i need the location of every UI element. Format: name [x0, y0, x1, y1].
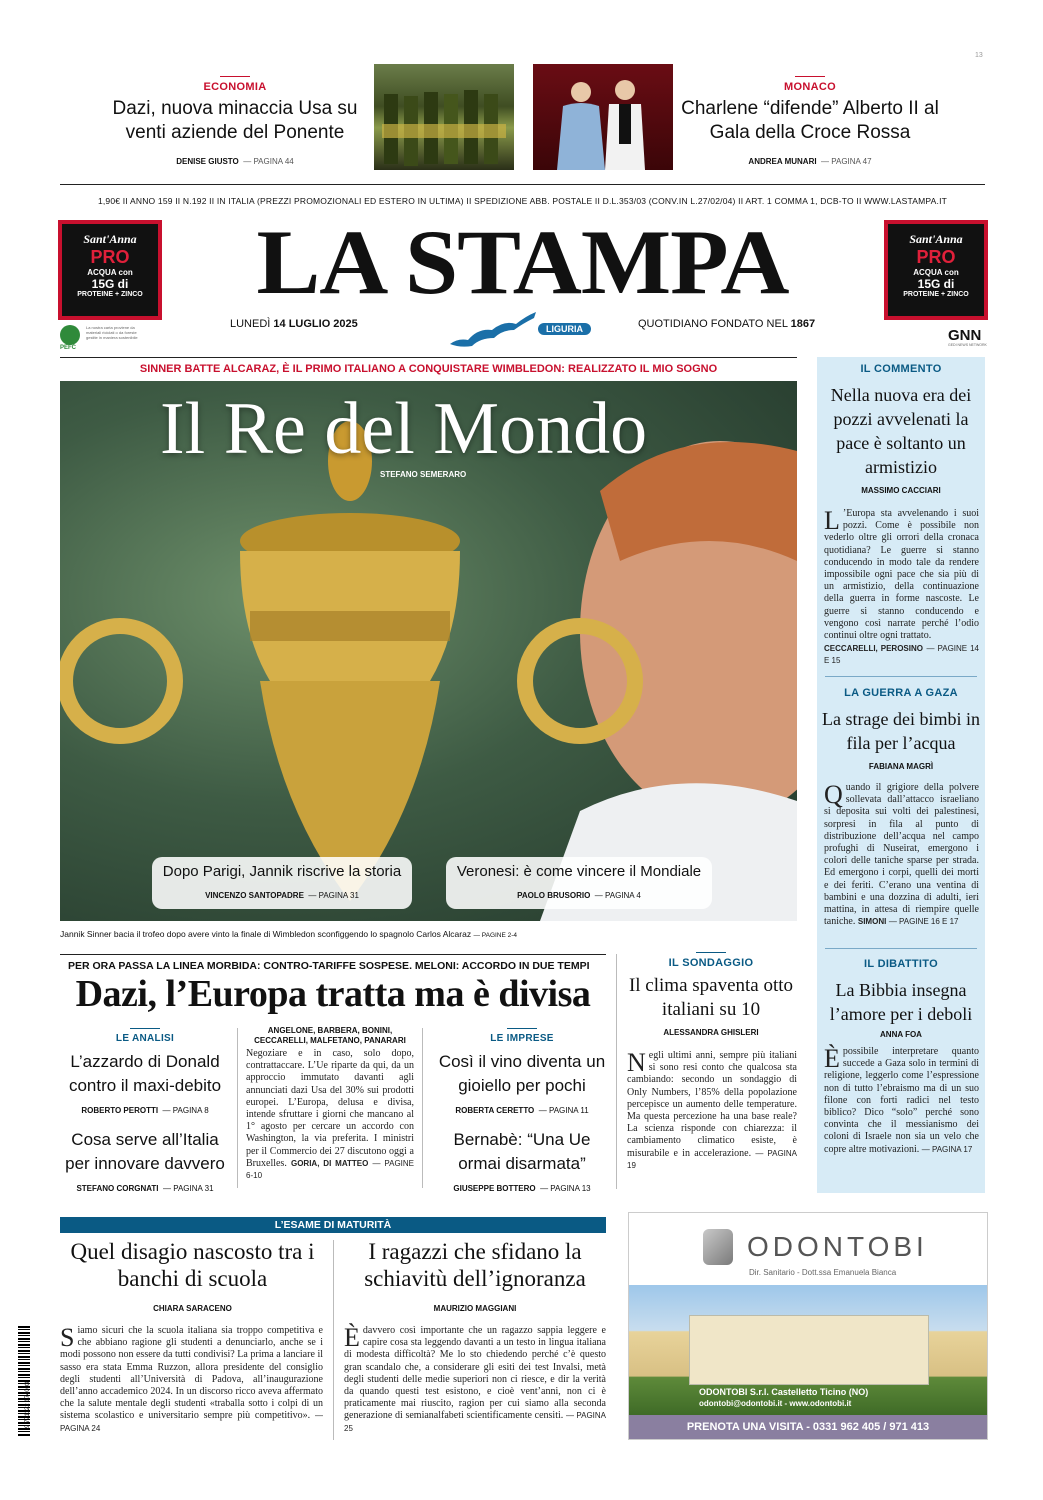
masthead-title[interactable]: LA STAMPA [256, 211, 789, 313]
dazi-page: — PAGINE 6-10 [246, 1158, 415, 1181]
ad-product: PRO [916, 247, 956, 267]
ad-line3: PROTEINE + ZINCO [903, 291, 969, 298]
teaser-page: — PAGINA 44 [243, 157, 294, 166]
sinner-photo [60, 381, 797, 921]
dazi-article[interactable] [246, 1026, 414, 1182]
sidebar-label: IL COMMENTO [860, 363, 942, 375]
maturita-byline: MAURIZIO MAGGIANI [433, 1304, 517, 1313]
maturita-left-text [60, 1325, 323, 1435]
imprese-label: LE IMPRESE [490, 1033, 554, 1044]
odontobi-cta[interactable]: PRENOTA UNA VISITA - 0331 962 405 / 971 413 [629, 1415, 987, 1439]
sidebar-headline: Nella nuova era dei pozzi avvelenati la pace è soltanto un armistizio [830, 385, 972, 477]
analisi-title: Cosa serve all’Italia per innovare davvero [65, 1130, 225, 1173]
lead-box-veronesi[interactable] [446, 857, 712, 909]
page: — PAGINA 25 [344, 1411, 606, 1433]
dropcap: È [824, 1044, 840, 1073]
founded-prefix: QUOTIDIANO FONDATO NEL [638, 318, 788, 330]
dropcap: S [60, 1323, 75, 1352]
sidebar-gaza[interactable] [817, 687, 985, 771]
odontobi-company: ODONTOBI S.r.l. Castelletto Ticino (NO) [699, 1387, 869, 1397]
building-shape [689, 1315, 929, 1385]
sidebar-byline: ANNA FOA [880, 1030, 922, 1039]
barcode-number: 9 771122 174003 [25, 1381, 31, 1428]
sidebar-dibattito[interactable] [817, 958, 985, 1039]
dazi-analisi[interactable] [60, 1028, 230, 1196]
dazi-authors: ANGELONE, BARBERA, BONINI, CECCARELLI, MALFETANO, PANARARI [254, 1026, 406, 1045]
box-title: Dopo Parigi, Jannik riscrive la storia [162, 863, 402, 880]
sidebar-headline: La Bibbia insegna l’amore per i deboli [829, 980, 973, 1024]
santanna-ad-right[interactable] [884, 220, 988, 320]
body: davvero così importante che un ragazzo sappia leggere e capire cosa sta leggendo davanti a un testo in lingua italiana di modesta difficoltà? Me lo sto chiedendo perché c’è questo gran scandalo che, a considerare gli esiti dei test Invalsi, metà degli studenti delle medie superiori non ci riesce, e dir la verità da quando questi test esistono, e cioè vent’anni, non ci è praticamente mai riuscito, ragion per cui siamo alla seconda generazione di semianalfabeti scientificamente censiti. [344, 1325, 606, 1422]
dazi-headline[interactable]: Dazi, l’Europa tratta ma è divisa [75, 973, 591, 1015]
sidebar-divider [825, 676, 977, 677]
teaser-monaco[interactable] [680, 76, 940, 169]
body: ’Europa sta avvelenando i suoi pozzi. Come è possibile non vederlo oltre gli orrori della cronaca quotidiana? Le guerre si stanno conducendo in modo tale da rendere impossibile ogni pace che sia più di un armistizio, della continuazione della guerra in forme nascoste. Le guerre si stanno conducendo e vengono così narrate perché l’odio continui oltre ogni trattato. [824, 508, 979, 642]
col-divider [616, 954, 617, 1189]
box-byline: PAOLO BRUSORIO [517, 891, 591, 900]
body: egli ultimi anni, sempre più italiani si sono resi conto che qualcosa sta cambiando: secondo un sondaggio di Only Numbers, l’85% della popolazione percepisce un aumento delle temperature. Ma questa percezione ha una base reale? La scienza risponde con chiarezza: il cambiamento climatico esiste, è misurabile e in accelerazione. [627, 1050, 797, 1159]
pefc-block [60, 325, 140, 353]
sidebar-byline: MASSIMO CACCIARI [861, 486, 941, 495]
founded-line [638, 318, 815, 330]
sidebar-divider [825, 948, 977, 949]
odontobi-contacts: odontobi@odontobi.it - www.odontobi.it [699, 1399, 852, 1408]
teaser-headline: Charlene “difende” Alberto II al Gala della Croce Rossa [681, 98, 939, 143]
dropcap: È [344, 1323, 360, 1352]
body: uando il grigiore della polvere sollevata dall’attacco israeliano si deposita sui volti dei palestinesi, sorpresi in fila al punto di distribuzione dell’acqua nel campo profughi di Nuseirat, emergono i colori delle taniche sparse per strada. Ed emergono i corpi, quelli dei morti e dei feriti. C’erano una ventina di bambini e una dozzina di adulti, ieri mattina, in attesa di riempire quelle taniche. [824, 782, 979, 928]
analisi-byline: ROBERTO PEROTTI [81, 1106, 159, 1115]
sondaggio[interactable] [625, 952, 797, 1037]
refs: CECCARELLI, PEROSINO [824, 644, 923, 654]
analisi-page: — PAGINA 31 [162, 1184, 214, 1193]
ad-product: PRO [90, 247, 130, 267]
masthead-date [230, 318, 358, 330]
date-value: 14 LUGLIO 2025 [273, 318, 358, 330]
photo-caption [60, 929, 517, 939]
teaser-byline: DENISE GIUSTO [176, 157, 239, 166]
ad-brand: Sant'Anna [83, 232, 137, 246]
pefc-note: La nostra carta proviene da materiali riciclati o da foreste gestite in maniera sostenibile [86, 325, 138, 340]
sidebar-commento[interactable] [817, 363, 985, 495]
sidebar-commento-text [824, 508, 979, 668]
lead-strap: SINNER BATTE ALCARAZ, È IL PRIMO ITALIANO A CONQUISTARE WIMBLEDON: REALIZZATO IL MIO SOGNO [139, 363, 718, 375]
imprese-title: Bernabè: “Una Ue ormai disarmata” [453, 1130, 591, 1173]
gnn-logo: GNN [948, 327, 982, 344]
sondaggio-text [627, 1050, 797, 1172]
teaser-kicker: ECONOMIA [203, 81, 267, 93]
dazi-strap: PER ORA PASSA LA LINEA MORBIDA: CONTRO-TARIFFE SOSPESE. MELONI: ACCORDO IN DUE TEMPI [68, 960, 590, 972]
teaser-page: — PAGINA 47 [821, 157, 872, 166]
maturita-right-text [344, 1325, 606, 1435]
col-divider [333, 1240, 334, 1440]
dropcap: L [824, 506, 840, 535]
region-badge[interactable]: LIGURIA [538, 323, 591, 335]
analisi-page: — PAGINA 8 [162, 1106, 209, 1115]
founded-year: 1867 [790, 318, 816, 330]
analisi-byline: STEFANO CORGNATI [76, 1184, 159, 1193]
ad-line1: ACQUA con [913, 268, 959, 277]
sidebar-gaza-text [824, 782, 979, 928]
imprese-byline: GIUSEPPE BOTTERO [453, 1184, 536, 1193]
imprese-byline: ROBERTA CERETTO [455, 1106, 535, 1115]
body: iamo sicuri che la scuola italiana sia troppo competitiva e che abbiano ragione gli studenti a denunciarlo, anche se i modi possono non essere da tutti condivisi? La prima a lanciare il sasso era stata Emma Ruzzon, allora presidente del consiglio degli studenti all’Università di Padova, all’inaugurazione dell’anno accademico 2024. In un discorso ricco aveva affermato che la salute mentale degli studenti «traballa sotto i colpi di un sistema scolastico e universitario sempre più competitivo». [60, 1325, 323, 1422]
gnn-sub: GEDI NEWS NETWORK [948, 343, 987, 347]
lead-divider [60, 357, 797, 358]
ad-line2: 15G di [91, 277, 129, 291]
body: possibile interpretare quanto succede a Gaza solo in termini di religione, leggerlo come l’espressione non di tutto l’ebraismo ma di un suo filone con forti radici nel testo biblico? Dico “solo” perché sono convinta che il messianismo dei coloni di Israele non sia un velo che copre altre motivazioni. [824, 1046, 979, 1155]
lead-headline[interactable]: Il Re del Mondo [160, 388, 648, 470]
imprese-title: Così il vino diventa un gioiello per pochi [438, 1052, 606, 1095]
sondaggio-label: IL SONDAGGIO [668, 957, 754, 969]
box-title: Veronesi: è come vincere il Mondiale [456, 863, 702, 880]
lead-box-parigi[interactable] [152, 857, 412, 909]
dazi-imprese[interactable] [432, 1028, 612, 1196]
ad-line2: 15G di [917, 277, 955, 291]
sondaggio-headline: Il clima spaventa otto italiani su 10 [628, 975, 794, 1020]
refs: SIMONI [857, 917, 887, 927]
teaser-kicker: MONACO [784, 81, 836, 93]
odontobi-sub: Dir. Sanitario - Dott.ssa Emanuela Bianca [749, 1268, 897, 1277]
sidebar-dibattito-text [824, 1046, 979, 1156]
odontobi-brand: ODONTOBI [747, 1231, 928, 1262]
dazi-refs: GORIA, DI MATTEO [290, 1158, 369, 1168]
maturita-headline: I ragazzi che sfidano la schiavitù dell’ignoranza [364, 1239, 586, 1291]
clinic-photo [629, 1285, 987, 1415]
info-line: 1,90€ II ANNO 159 II N.192 II IN ITALIA (PREZZI PROMOZIONALI ED ESTERO IN ULTIMA) II SPEDIZIONE ABB. POSTALE II D.L.353/03 (CONV.IN L.27/02/04) II ART. 1 COMMA 1, DCB-TO II WWW.LASTAMPA.IT [97, 196, 948, 206]
sidebar-headline: La strage dei bimbi in fila per l’acqua [822, 709, 980, 753]
pefc-label: PEFC [60, 345, 77, 351]
bottles-illustration [374, 64, 514, 170]
refs-page: — PAGINE 14 E 15 [824, 644, 979, 666]
ad-brand: Sant'Anna [909, 232, 963, 246]
page: — PAGINA 19 [627, 1148, 798, 1170]
teaser-headline: Dazi, nuova minaccia Usa su venti aziende del Ponente [112, 98, 358, 143]
page: — PAGINA 24 [60, 1411, 323, 1433]
maturita-headline: Quel disagio nascosto tra i banchi di scuola [70, 1239, 315, 1291]
olive-oil-photo [374, 64, 514, 170]
analisi-label: LE ANALISI [115, 1033, 175, 1044]
lead-byline: STEFANO SEMERARO [380, 470, 467, 479]
caption-page: — PAGINE 2-4 [473, 932, 518, 939]
sidebar-label: LA GUERRA A GAZA [844, 687, 958, 699]
box-byline: VINCENZO SANTOPADRE [205, 891, 304, 900]
sondaggio-byline: ALESSANDRA GHISLERI [663, 1028, 759, 1037]
dropcap: Q [824, 780, 843, 809]
gala-illustration [533, 64, 673, 170]
liguria-map-icon [448, 308, 538, 348]
page-marker: 13 [975, 52, 983, 59]
box-page: — PAGINA 31 [308, 891, 359, 900]
dazi-body: Negoziare e in caso, solo dopo, contrattaccare. L’Ue riparte da qui, da un approccio immutato davanti agli annunciati dazi Usa del 30% sui prodotti europei. L’Europa, delusa e divisa, intende sfruttare i giorni che mancano al 1° agosto per cercare un accordo con Washington, la via preferita. I ministri per il Commercio dei 27 discutono oggi a Bruxelles. [246, 1048, 414, 1169]
caption-text: Jannik Sinner bacia il trofeo dopo avere vinto la finale di Wimbledon sconfiggendo lo spagnolo Carlos Alcaraz [60, 929, 472, 939]
maturita-right[interactable] [340, 1238, 610, 1313]
maturita-banner: L’ESAME DI MATURITÀ [60, 1217, 606, 1233]
box-page: — PAGINA 4 [594, 891, 641, 900]
top-divider [60, 184, 985, 185]
analisi-title: L’azzardo di Donald contro il maxi-debito [68, 1052, 222, 1095]
pefc-icon [60, 325, 80, 345]
teaser-byline: ANDREA MUNARI [748, 157, 817, 166]
gala-photo [533, 64, 673, 170]
col-divider [422, 1028, 423, 1188]
tooth-icon [703, 1229, 733, 1265]
dazi-divider [60, 954, 606, 955]
refs-page: — PAGINE 16 E 17 [888, 917, 959, 927]
teaser-economia[interactable] [100, 76, 370, 169]
imprese-page: — PAGINA 13 [540, 1184, 591, 1193]
ad-line3: PROTEINE + ZINCO [77, 291, 143, 298]
santanna-ad-left[interactable] [58, 220, 162, 320]
imprese-page: — PAGINA 11 [538, 1106, 589, 1115]
maturita-left[interactable] [60, 1238, 325, 1313]
col-divider [237, 1028, 238, 1188]
odontobi-ad[interactable] [628, 1212, 988, 1440]
maturita-byline: CHIARA SARACENO [153, 1304, 232, 1313]
refs-page: — PAGINA 17 [921, 1144, 973, 1154]
sidebar-label: IL DIBATTITO [864, 958, 938, 970]
date-prefix: LUNEDÌ [230, 318, 271, 330]
ad-line1: ACQUA con [87, 268, 133, 277]
sidebar-byline: FABIANA MAGRÌ [868, 762, 934, 771]
dropcap: N [627, 1048, 646, 1077]
